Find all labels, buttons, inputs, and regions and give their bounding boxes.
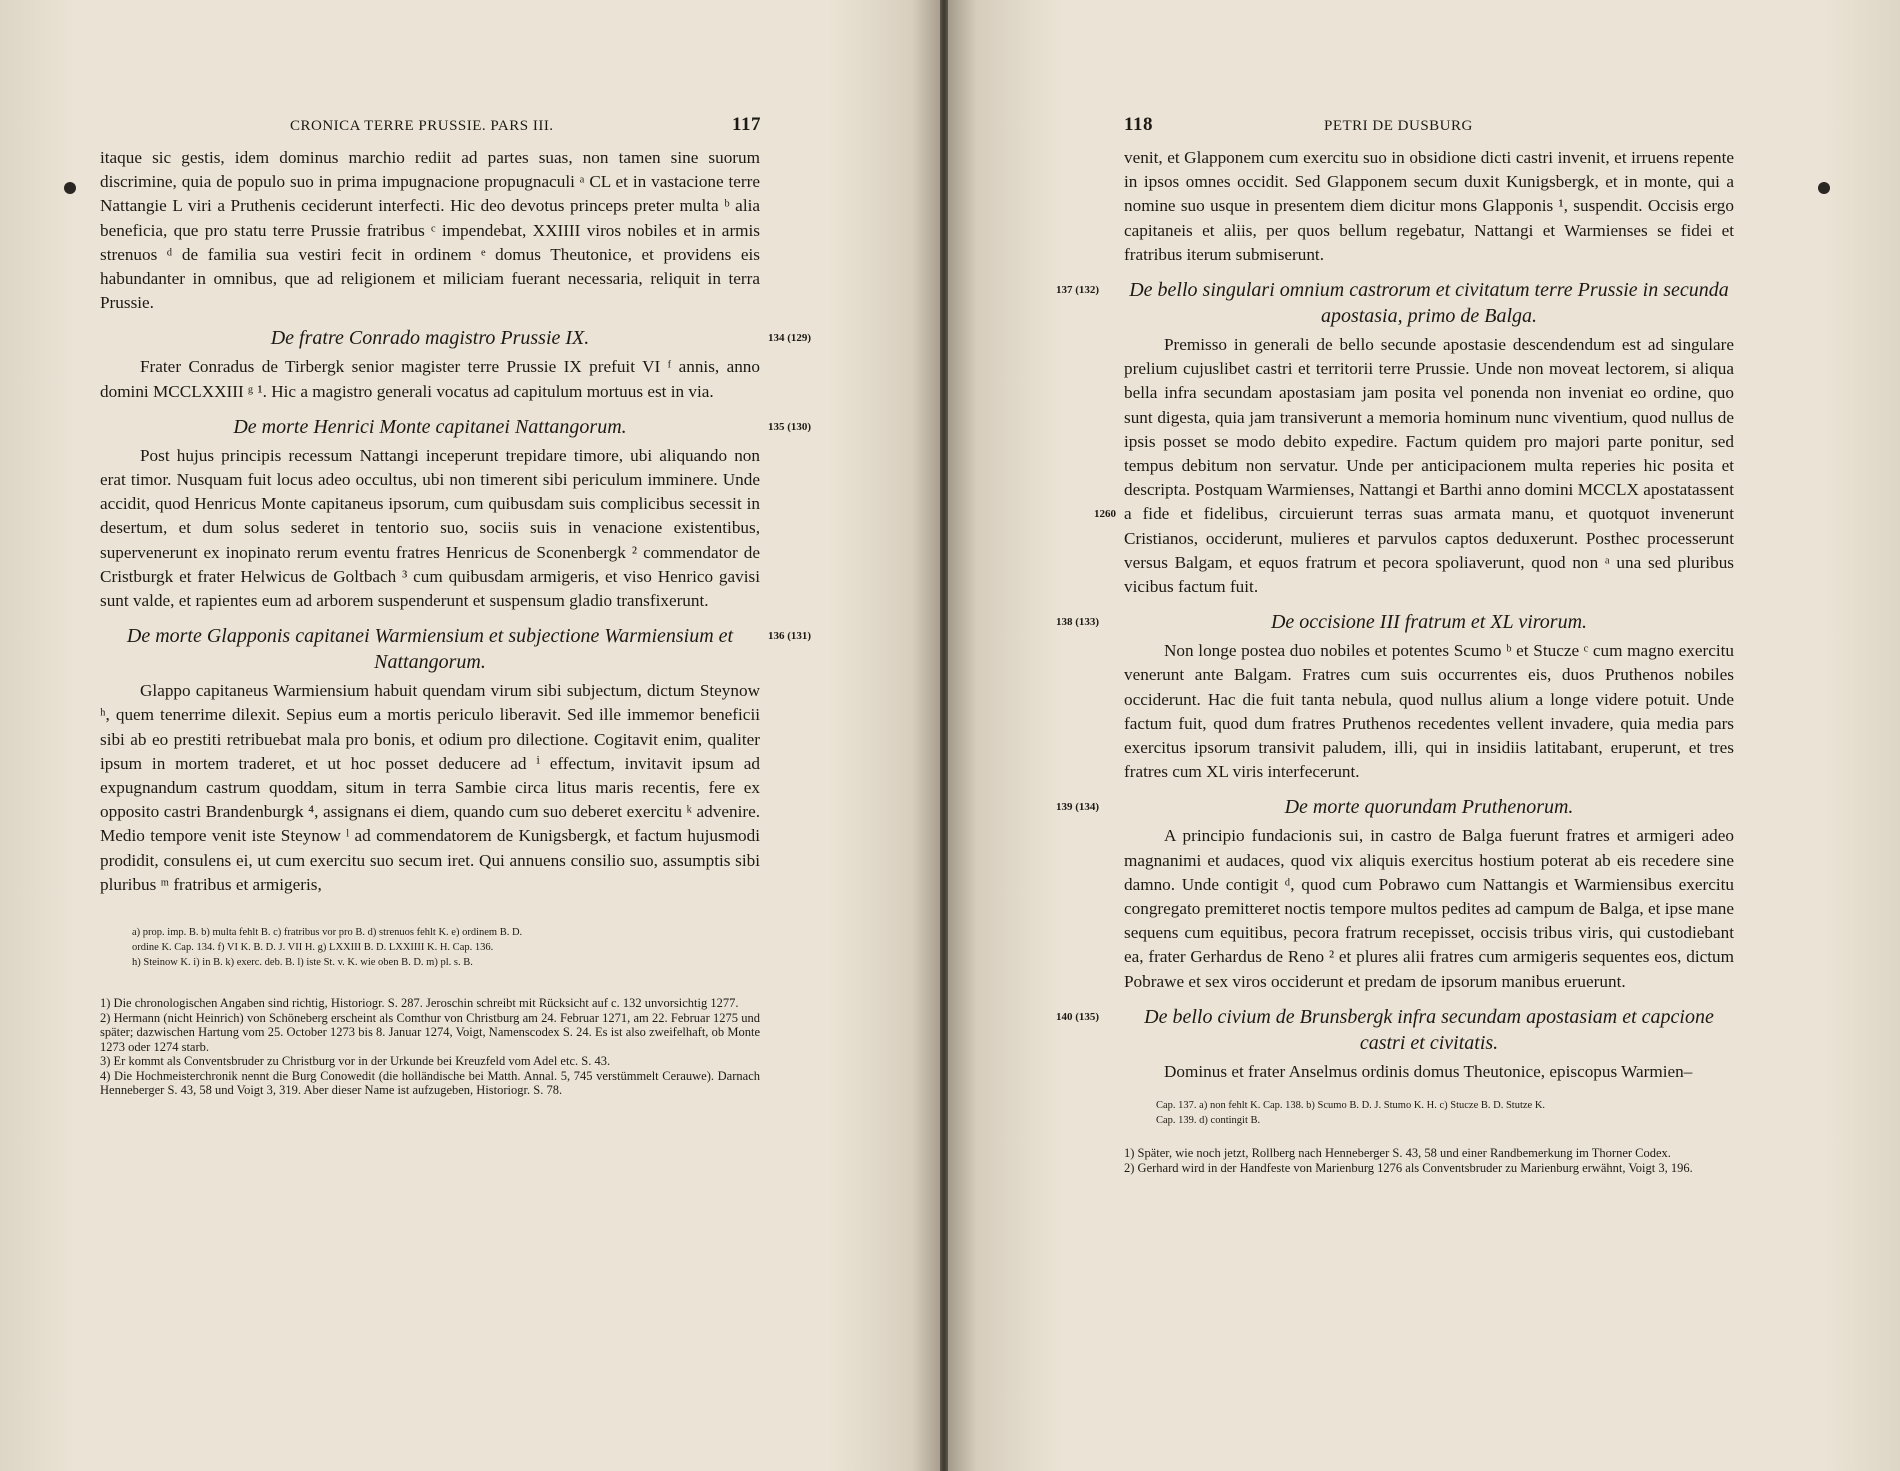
- right-text-column: [1056, 112, 1734, 1175]
- left-page: [0, 0, 940, 1471]
- chapter-heading: De fratre Conrado magistro Prussie IX.: [270, 327, 590, 350]
- chapter-number: 134 (129): [768, 332, 812, 345]
- footnotes: [100, 996, 760, 1098]
- chapter-number: 140 (135): [1056, 1010, 1100, 1023]
- paragraph: Dominus et frater Anselmus ordinis domus Theutonice, episcopus Warmien–: [1164, 1061, 1693, 1081]
- footnote: 3) Er kommt als Conventsbruder zu Christburg vor in der Urkunde bei Kreuzfeld vom Adel etc. S. 43.: [100, 1054, 611, 1069]
- left-text-column: [100, 112, 812, 1098]
- variant-line: Cap. 139. d) contingit B.: [1156, 1115, 1261, 1127]
- chapter-137-body: [1094, 333, 1734, 599]
- chapter-heading: De morte quorundam Pruthenorum.: [1284, 796, 1574, 819]
- variant-line: Cap. 137. a) non fehlt K. Cap. 138. b) Scumo B. D. J. Stumo K. H. c) Stucze B. D. Stutze K.: [1156, 1100, 1546, 1112]
- running-title: CRONICA TERRE PRUSSIE. PARS III.: [290, 118, 554, 134]
- footnote: 2) Hermann (nicht Heinrich) von Schöneberg erscheint als Comthur von Christburg am 24. Februar 1271, am 22. Februar 1275 und später; dazwischen Hartung vom 25. October 1273 bis 8. Januar 1274, Voigt, Namenscodex S. 24. Es ist also zweifelhaft, ob Monte 1273 oder 1274 starb.: [100, 1010, 760, 1054]
- footnotes: [1124, 1146, 1734, 1175]
- paragraph: venit, et Glapponem cum exercitu suo in obsidione dicti castri invenit, et irruens repente in ipsos omnes occidit. Sed Glapponem secum duxit Kunigsbergk, et in monte, qui a nomine suo usque in presentem diem dicitur mons Glapponis ¹, suspendit. Occisis ergo capitaneis et aliis, per quos bellum regebatur, Nattangi et Warmienses se fidei et fratribus iterum submiserunt.: [1124, 148, 1734, 264]
- chapter-135: [100, 414, 812, 440]
- variant-line: ordine K. Cap. 134. f) VI K. B. D. J. VII H. g) LXXIII B. D. LXXIIII K. H. Cap. 136.: [132, 942, 494, 954]
- left-running-header: [100, 112, 760, 146]
- page-number: 117: [732, 114, 761, 135]
- running-title: PETRI DE DUSBURG: [1324, 118, 1473, 134]
- paragraph: Frater Conradus de Tirbergk senior magister terre Prussie IX prefuit VI ᶠ annis, anno domini MCCLXXIII ᵍ ¹. Hic a magistro generali vocatus ad capitulum mortuus est in via.: [100, 357, 760, 401]
- page-number: 118: [1124, 114, 1153, 135]
- ink-spot: [64, 182, 76, 194]
- footnote: 1) Die chronologischen Angaben sind richtig, Historiogr. S. 287. Jeroschin schreibt mit Rücksicht auf c. 132 unvorsichtig 1277.: [100, 996, 739, 1011]
- chapter-140: [1056, 1004, 1734, 1056]
- paragraph: Post hujus principis recessum Nattangi inceperunt trepidare timore, ubi aliquando non erat timor. Nusquam fuit locus adeo occultus, ubi non timerent sibi periculum imminere. Unde accidit, quod Henricus Monte capitaneus ipsorum, cum quibusdam suis complicibus secessit in desertum, et dum solus sederet in tentorio suo, sociis suis in venacione existentibus, supervenerunt ex inopinato rerum eventu fratres Henricus de Sconenbergk ² commendator de Cristburgk et frater Helwicus de Goltbach ³ cum quibusdam armigeris, et viso Henrico gavisi sunt valde, et rapientes eum ad arborem suspenderunt et suspensum gladio transfixerunt.: [100, 445, 760, 611]
- ink-spot: [1818, 182, 1830, 194]
- variant-readings: [1124, 1098, 1734, 1128]
- chapter-heading: De bello singulari omnium castrorum et civitatum terre Prussie in secunda apostasia, primo de Balga.: [1129, 279, 1729, 328]
- footnote: 4) Die Hochmeisterchronik nennt die Burg Conowedit (die holländische bei Matth. Annal. 5, 745 verstümmelt Cerauwe). Darnach Henneberger S. 43, 58 und Voigt 3, 319. Aber dieser Name ist aufzugeben, Historiogr. S. 78.: [100, 1068, 760, 1098]
- chapter-heading: De occisione III fratrum et XL virorum.: [1270, 611, 1588, 634]
- paragraph: Non longe postea duo nobiles et potentes Scumo ᵇ et Stucze ᶜ cum magno exercitu venerunt ante Balgam. Fratres cum suis occurrentes eis, duos Pruthenos nobiles occiderunt. Hac die fuit tanta nebula, quod nullus alium a longe videre potuit. Unde factum fuit, quod dum fratres Pruthenos recedentes vellent invadere, quia media pars exercitus ipsorum transivit paludem, illi, qui in insidiis latitabant, eruperunt, et tres fratres cum XL viris interfecerunt.: [1124, 641, 1734, 782]
- chapter-number: 135 (130): [768, 420, 812, 433]
- chapter-number: 139 (134): [1056, 801, 1100, 814]
- right-running-header: [1124, 112, 1734, 146]
- paragraph: Glappo capitaneus Warmiensium habuit quendam virum sibi subjectum, dictum Steynow ʰ, quem tenerrime dilexit. Sepius eum a mortis periculo liberavit. Sed ille immemor beneficii sibi ab eo prestiti retribuebat mala pro bonis, et odium pro dilectione. Cogitavit enim, qualiter ipsum in mortem traderet, et ut hoc posset deducere ad ⁱ effectum, invitavit ipsum ad expugnandum castrum quoddam, situm in terra Sambie circa litus maris recentis, fere ex opposito castri Brandenburgk ⁴, assignans ei diem, quando cum suo deberet exercitu ᵏ advenire. Medio tempore venit iste Steynow ˡ ad commendatorem de Kunigsbergk, et factum hujusmodi prodidit, consulens ei, ut cum exercitu suo secum iret. Qui annuens consilio suo, assumptis sibi pluribus ᵐ fratribus et armigeris,: [100, 681, 760, 894]
- footnote: 1) Später, wie noch jetzt, Rollberg nach Henneberger S. 43, 58 und einer Randbemerkung im Thorner Codex.: [1124, 1146, 1671, 1161]
- chapter-134: [100, 325, 812, 351]
- chapter-number: 138 (133): [1056, 616, 1100, 629]
- chapter-number: 137 (132): [1056, 284, 1100, 297]
- chapter-heading: De morte Henrici Monte capitanei Nattangorum.: [233, 415, 627, 438]
- paragraph: itaque sic gestis, idem dominus marchio rediit ad partes suas, non tamen sine suorum discrimine, quia de populo suo in prima impugnacione propugnaculi ᵃ CL et in vastacione terre Nattangie L viri a Pruthenis ceciderunt interfecti. Hic deo devotus princeps preter multa ᵇ alia beneficia, que pro statu terre Prussie fratribus ᶜ impendebat, XXIIII viros nobiles et in armis strenuos ᵈ de familia sua vestiri fecit in ordinem ᵉ domus Theutonice, et providens eis habundanter in omnibus, que ad religionem et miliciam fuerant necessaria, reliquit in terra Prussie.: [100, 148, 760, 313]
- footnote: 2) Gerhard wird in der Handfeste von Marienburg 1276 als Conventsbruder zu Marienburg erwähnt, Voigt 3, 196.: [1124, 1160, 1693, 1175]
- paragraph: A principio fundacionis sui, in castro de Balga fuerunt fratres et armigeri adeo magnanimi et audaces, quod vix aliquis exercitus hostium poterat ab eis recedere sine damno. Unde contigit ᵈ, quod cum Pobrawo cum Nattangis et Warmiensibus exercitu congregato premitteret noctis tempore multos pedites ad campum de Balga, et ipse mane sequens cum equitibus, pecora fratrum recepisset, occisis tribus viris, qui custodiebant ea, frater Gerhardus de Reno ² et plures alii fratres cum armigeris sequentes eos, dictum Pobrawe et sex viros occiderunt et predam de ipsorum manibus eruerunt.: [1124, 826, 1734, 991]
- paragraph: Premisso in generali de bello secunde apostasie descendendum est ad singulare prelium cujuslibet castri et territorii terre Prussie. Unde non moveat lectorem, si aliqua bella infra secundam apostasiam jam posita vel ponenda non inveniat eo ordine, quo sunt digesta, quia jam transiverunt a memoria hominum nunc viventium, quod nullus de ipsis posset se modo debito expedire. Factum quidem pro majori parte ponitur, sed tempus debitum non servatur. Unde per anticipacionem multa reperies hic posita et descripta. Postquam Warmienses, Nattangi et Barthi anno domini MCCLX apostatassent a fide et fidelibus, circuierunt terras suas armata manu, et quotquot invenerunt Cristianos, occiderunt, mulieres et parvulos captos deduxerunt. Posthec processerunt versus Balgam, et equos fratrum et pecora spoliaverunt, quod non ᵃ una sed pluribus vicibus factum fuit.: [1124, 335, 1734, 597]
- chapter-heading: De morte Glapponis capitanei Warmiensium et subjectione Warmiensium et Nattangorum.: [126, 625, 734, 674]
- chapter-137: [1056, 277, 1734, 329]
- chapter-heading: De bello civium de Brunsbergk infra secundam apostasiam et capcione castri et civitatis.: [1144, 1005, 1714, 1054]
- chapter-number: 136 (131): [768, 630, 812, 643]
- chapter-139: [1056, 794, 1734, 820]
- right-page: [948, 0, 1900, 1471]
- chapter-138: [1056, 609, 1734, 635]
- variant-readings: [100, 925, 760, 970]
- chapter-136: [100, 623, 812, 675]
- variant-line: h) Steinow K. i) in B. k) exerc. deb. B. l) iste St. v. K. wie oben B. D. m) pl. s. B.: [132, 957, 473, 969]
- variant-line: a) prop. imp. B. b) multa fehlt B. c) fratribus vor pro B. d) strenuos fehlt K. e) ordinem B. D.: [132, 927, 523, 939]
- margin-year: 1260: [1094, 508, 1116, 521]
